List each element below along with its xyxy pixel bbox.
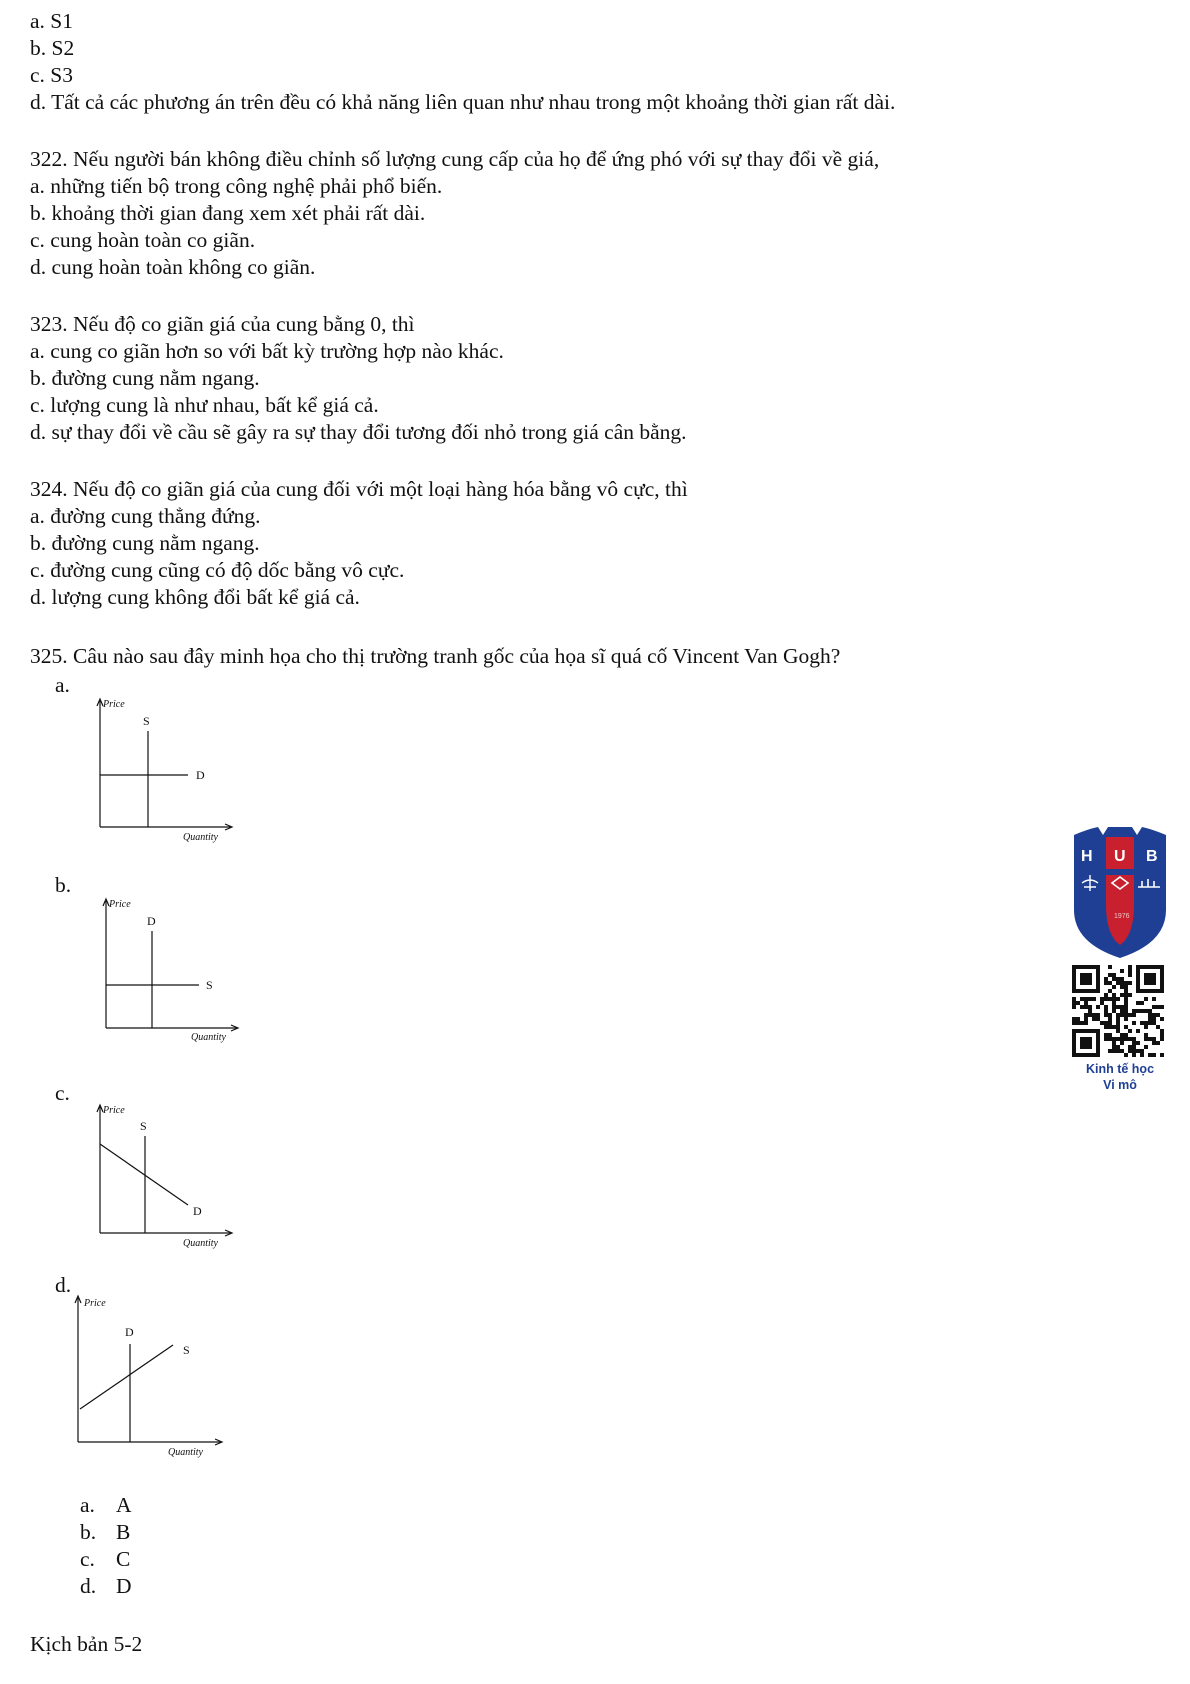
figure-c-label: c. bbox=[55, 1081, 70, 1105]
side-caption-line1: Kinh tế học bbox=[1085, 1062, 1155, 1076]
answer-d bbox=[80, 1573, 132, 1599]
answer-value: C bbox=[116, 1547, 131, 1571]
footer-scenario: Kịch bản 5-2 bbox=[30, 1632, 143, 1656]
hub-logo bbox=[1070, 825, 1170, 960]
vertical-curve-label: D bbox=[125, 1325, 134, 1339]
q322-option-d: d. cung hoàn toàn không co giãn. bbox=[30, 255, 316, 279]
q323-option-c: c. lượng cung là như nhau, bất kể giá cả. bbox=[30, 393, 379, 417]
question-322: 322. Nếu người bán không điều chỉnh số lượng cung cấp của họ để ứng phó với sự thay đổi về giá, bbox=[30, 147, 880, 171]
figure-b-label: b. bbox=[55, 873, 72, 897]
y-axis-label: Price bbox=[103, 1105, 125, 1116]
x-axis-label: Quantity bbox=[183, 1238, 218, 1249]
logo-letter-h: H bbox=[1081, 848, 1093, 865]
horizontal-curve-label: S bbox=[206, 978, 213, 992]
answer-letter: c. bbox=[80, 1547, 95, 1571]
sloping-curve-label: D bbox=[193, 1204, 202, 1218]
figure-c bbox=[90, 1100, 240, 1250]
logo-letter-u: U bbox=[1114, 848, 1126, 865]
figure-d bbox=[70, 1292, 230, 1462]
q324-option-d: d. lượng cung không đổi bất kể giá cả. bbox=[30, 585, 360, 609]
question-325: 325. Câu nào sau đây minh họa cho thị trường tranh gốc của họa sĩ quá cố Vincent Van Gogh? bbox=[30, 644, 841, 668]
answer-b bbox=[80, 1519, 130, 1545]
y-axis-label: Price bbox=[103, 699, 125, 710]
answer-value: B bbox=[116, 1520, 131, 1544]
answer-value: D bbox=[116, 1574, 132, 1598]
side-caption-line2: Vi mô bbox=[1103, 1078, 1137, 1092]
answer-c bbox=[80, 1546, 130, 1572]
figure-a bbox=[90, 695, 240, 845]
q322-option-c: c. cung hoàn toàn co giãn. bbox=[30, 228, 256, 252]
q323-option-b: b. đường cung nằm ngang. bbox=[30, 366, 260, 390]
q324-option-a: a. đường cung thẳng đứng. bbox=[30, 504, 261, 528]
figure-b bbox=[95, 895, 245, 1045]
question-323: 323. Nếu độ co giãn giá của cung bằng 0, thì bbox=[30, 312, 415, 336]
sloping-curve-label: S bbox=[183, 1343, 190, 1357]
x-axis-label: Quantity bbox=[168, 1447, 203, 1458]
vertical-curve-label: S bbox=[143, 714, 150, 728]
vertical-curve-label: D bbox=[147, 914, 156, 928]
answer-value: A bbox=[116, 1493, 132, 1517]
logo-letter-b: B bbox=[1146, 848, 1158, 865]
q324-option-c: c. đường cung cũng có độ dốc bằng vô cực. bbox=[30, 558, 405, 582]
option-d: d. Tất cả các phương án trên đều có khả năng liên quan như nhau trong một khoảng thời gian rất dài. bbox=[30, 90, 896, 114]
sloping-curve bbox=[100, 1144, 188, 1205]
y-axis-label: Price bbox=[109, 899, 131, 910]
x-axis-label: Quantity bbox=[191, 1032, 226, 1043]
logo-year: 1976 bbox=[1114, 913, 1130, 920]
x-axis-label: Quantity bbox=[183, 832, 218, 843]
question-324: 324. Nếu độ co giãn giá của cung đối với một loại hàng hóa bằng vô cực, thì bbox=[30, 477, 688, 501]
sloping-curve bbox=[80, 1345, 173, 1409]
y-axis-label: Price bbox=[84, 1298, 106, 1309]
q322-option-a: a. những tiến bộ trong công nghệ phải phổ biến. bbox=[30, 174, 443, 198]
vertical-curve-label: S bbox=[140, 1119, 147, 1133]
answer-letter: d. bbox=[80, 1574, 97, 1598]
option-b: b. S2 bbox=[30, 36, 75, 60]
qr-code bbox=[1072, 965, 1164, 1057]
figure-a-label: a. bbox=[55, 673, 70, 697]
answer-a bbox=[80, 1492, 132, 1518]
horizontal-curve-label: D bbox=[196, 768, 205, 782]
q323-option-d: d. sự thay đổi về cầu sẽ gây ra sự thay đổi tương đối nhỏ trong giá cân bằng. bbox=[30, 420, 687, 444]
option-c: c. S3 bbox=[30, 63, 73, 87]
answer-letter: b. bbox=[80, 1520, 97, 1544]
option-a: a. S1 bbox=[30, 9, 73, 33]
q324-option-b: b. đường cung nằm ngang. bbox=[30, 531, 260, 555]
q323-option-a: a. cung co giãn hơn so với bất kỳ trường hợp nào khác. bbox=[30, 339, 504, 363]
q322-option-b: b. khoảng thời gian đang xem xét phải rất dài. bbox=[30, 201, 426, 225]
figure-d-label: d. bbox=[55, 1273, 72, 1297]
answer-letter: a. bbox=[80, 1493, 95, 1517]
